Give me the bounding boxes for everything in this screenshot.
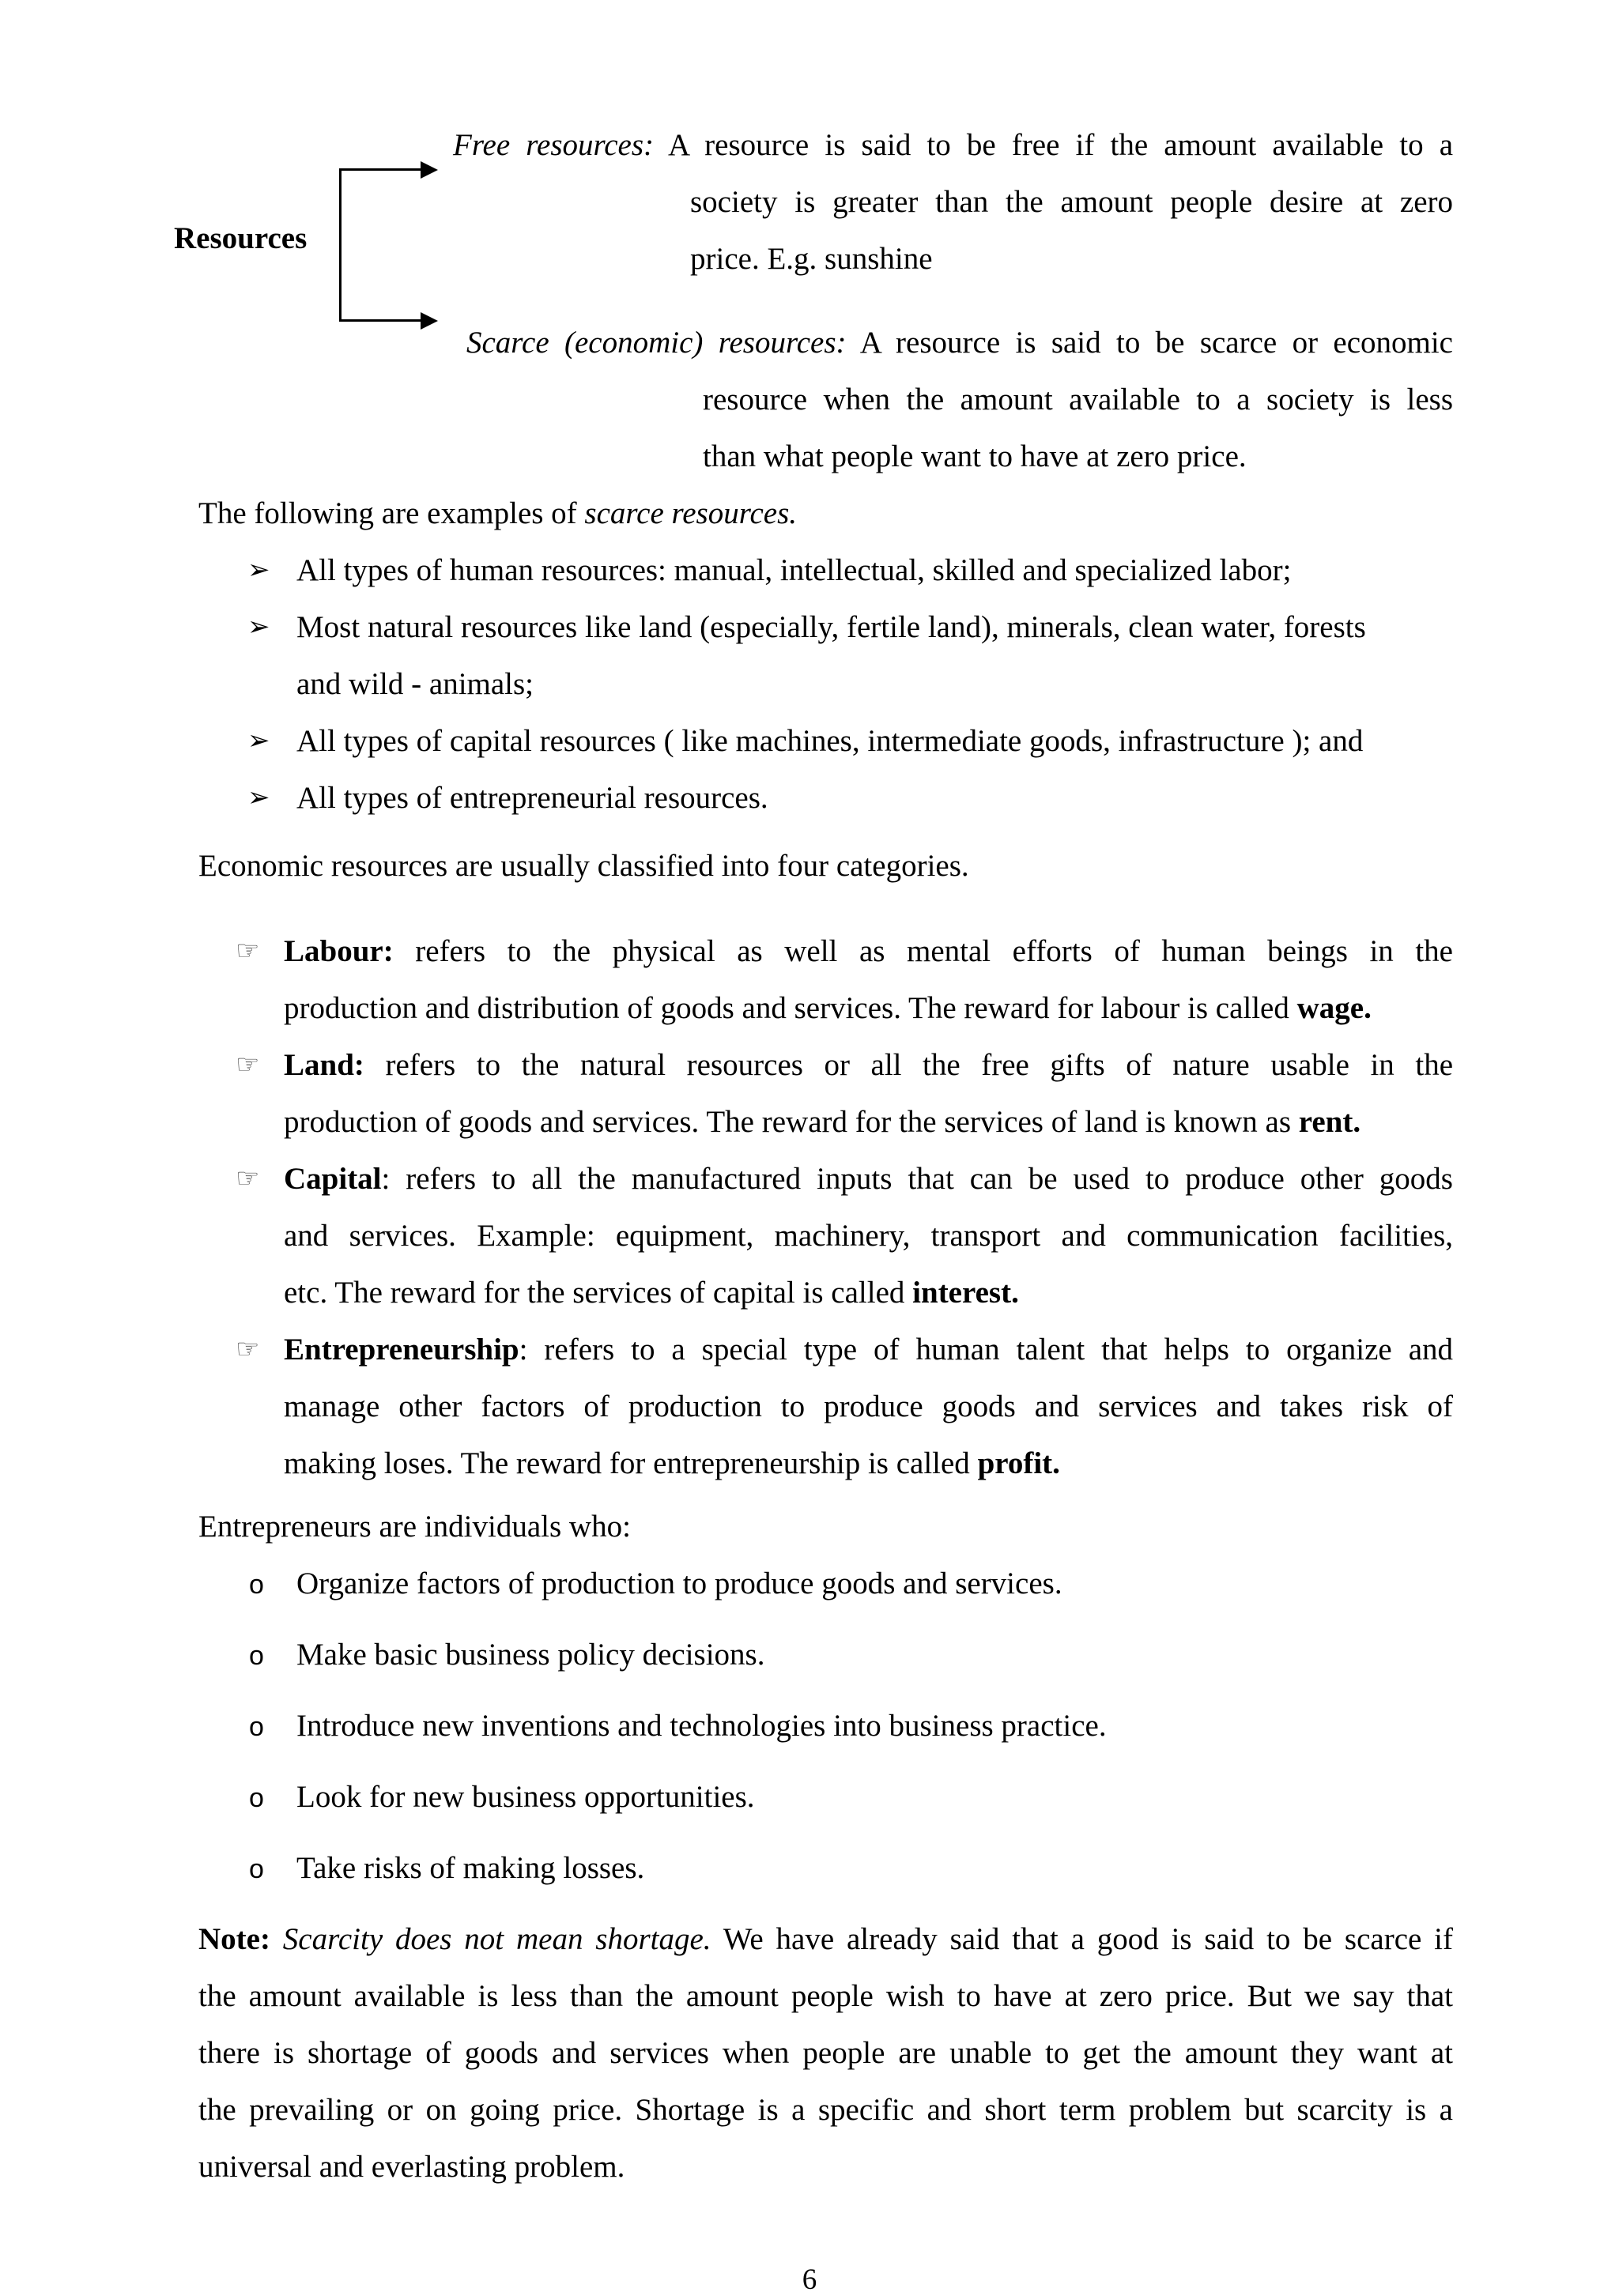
entrepreneur-item: Make basic business policy decisions.	[296, 1638, 765, 1672]
note-line3: there is shortage of goods and services when people are unable to get the amount they want at	[198, 2036, 1453, 2070]
arrow-bullet-icon: ➢	[247, 611, 270, 643]
scarce-resources-line2: resource when the amount available to a society is less	[703, 383, 1453, 417]
arrow-right-icon	[421, 312, 438, 330]
free-resources-line2: society is greater than the amount people desire at zero	[690, 185, 1453, 219]
land-reward: production of goods and services. The reward for the services of land is known as rent.	[284, 1105, 1361, 1139]
circle-bullet-icon: o	[249, 1570, 264, 1600]
land-definition: Land: refers to the natural resources or all the free gifts of nature usable in the	[284, 1048, 1454, 1082]
resources-label: Resources	[174, 221, 308, 255]
note-line4: the prevailing or on going price. Shortage is a specific and short term problem but scarcity is a	[198, 2093, 1453, 2127]
categories-intro: Economic resources are usually classified into four categories.	[198, 849, 969, 883]
example-item: All types of entrepreneurial resources.	[296, 781, 768, 815]
entrepreneurs-intro: Entrepreneurs are individuals who:	[198, 1510, 631, 1544]
note-line5: universal and everlasting problem.	[198, 2150, 625, 2184]
free-resources-definition: Free resources: A resource is said to be free if the amount available to a	[453, 128, 1454, 162]
entrepreneurship-definition: Entrepreneurship: refers to a special type of human talent that helps to organize and	[284, 1333, 1453, 1367]
note-label: Note:	[198, 1922, 270, 1956]
note-paragraph: Note: Scarcity does not mean shortage. We have already said that a good is said to be scarce if	[198, 1922, 1453, 1956]
scarce-resources-term: Scarce (economic) resources:	[466, 326, 847, 360]
circle-bullet-icon: o	[249, 1641, 264, 1671]
example-item: All types of human resources: manual, intellectual, skilled and specialized labor;	[296, 553, 1292, 587]
entrepreneur-item: Introduce new inventions and technologies into business practice.	[296, 1709, 1107, 1743]
arrow-bullet-icon: ➢	[247, 725, 270, 756]
capital-reward: etc. The reward for the services of capital is called interest.	[284, 1276, 1019, 1310]
labour-reward: production and distribution of goods and services. The reward for labour is called wage.	[284, 991, 1372, 1025]
arrow-bullet-icon: ➢	[247, 782, 270, 813]
example-item: Most natural resources like land (especially, fertile land), minerals, clean water, forests	[296, 610, 1366, 644]
note-line2: the amount available is less than the amount people wish to have at zero price. But we say that	[198, 1979, 1453, 2013]
examples-intro: The following are examples of scarce resources.	[198, 496, 798, 530]
circle-bullet-icon: o	[249, 1783, 264, 1813]
entrepreneur-item: Organize factors of production to produce goods and services.	[296, 1566, 1062, 1600]
scarce-resources-definition: Scarce (economic) resources: A resource is said to be scarce or economic	[466, 326, 1453, 360]
arrow-bullet-icon: ➢	[247, 554, 270, 586]
entrepreneur-item: Take risks of making losses.	[296, 1851, 645, 1885]
circle-bullet-icon: o	[249, 1712, 264, 1742]
example-item: All types of capital resources ( like machines, intermediate goods, infrastructure ); and	[296, 724, 1364, 758]
entrepreneurship-line2: manage other factors of production to produce goods and services and takes risk of	[284, 1389, 1453, 1423]
example-item-continuation: and wild - animals;	[296, 667, 534, 701]
scarce-resources-line3: than what people want to have at zero price.	[703, 439, 1247, 473]
pointing-hand-icon: ☞	[236, 935, 260, 967]
pointing-hand-icon: ☞	[236, 1163, 260, 1194]
arrow-right-icon	[421, 161, 438, 179]
entrepreneur-item: Look for new business opportunities.	[296, 1780, 755, 1814]
free-resources-line3: price. E.g. sunshine	[690, 242, 933, 276]
page-number: 6	[802, 2264, 817, 2296]
pointing-hand-icon: ☞	[236, 1333, 260, 1365]
free-resources-term: Free resources:	[453, 128, 655, 162]
labour-definition: Labour: refers to the physical as well as mental efforts of human beings in the	[284, 934, 1453, 968]
circle-bullet-icon: o	[249, 1854, 264, 1884]
capital-definition: Capital: refers to all the manufactured inputs that can be used to produce other goods	[284, 1162, 1453, 1196]
capital-line2: and services. Example: equipment, machinery, transport and communication facilities,	[284, 1219, 1453, 1253]
entrepreneurship-reward: making loses. The reward for entrepreneurship is called profit.	[284, 1446, 1060, 1480]
pointing-hand-icon: ☞	[236, 1049, 260, 1080]
